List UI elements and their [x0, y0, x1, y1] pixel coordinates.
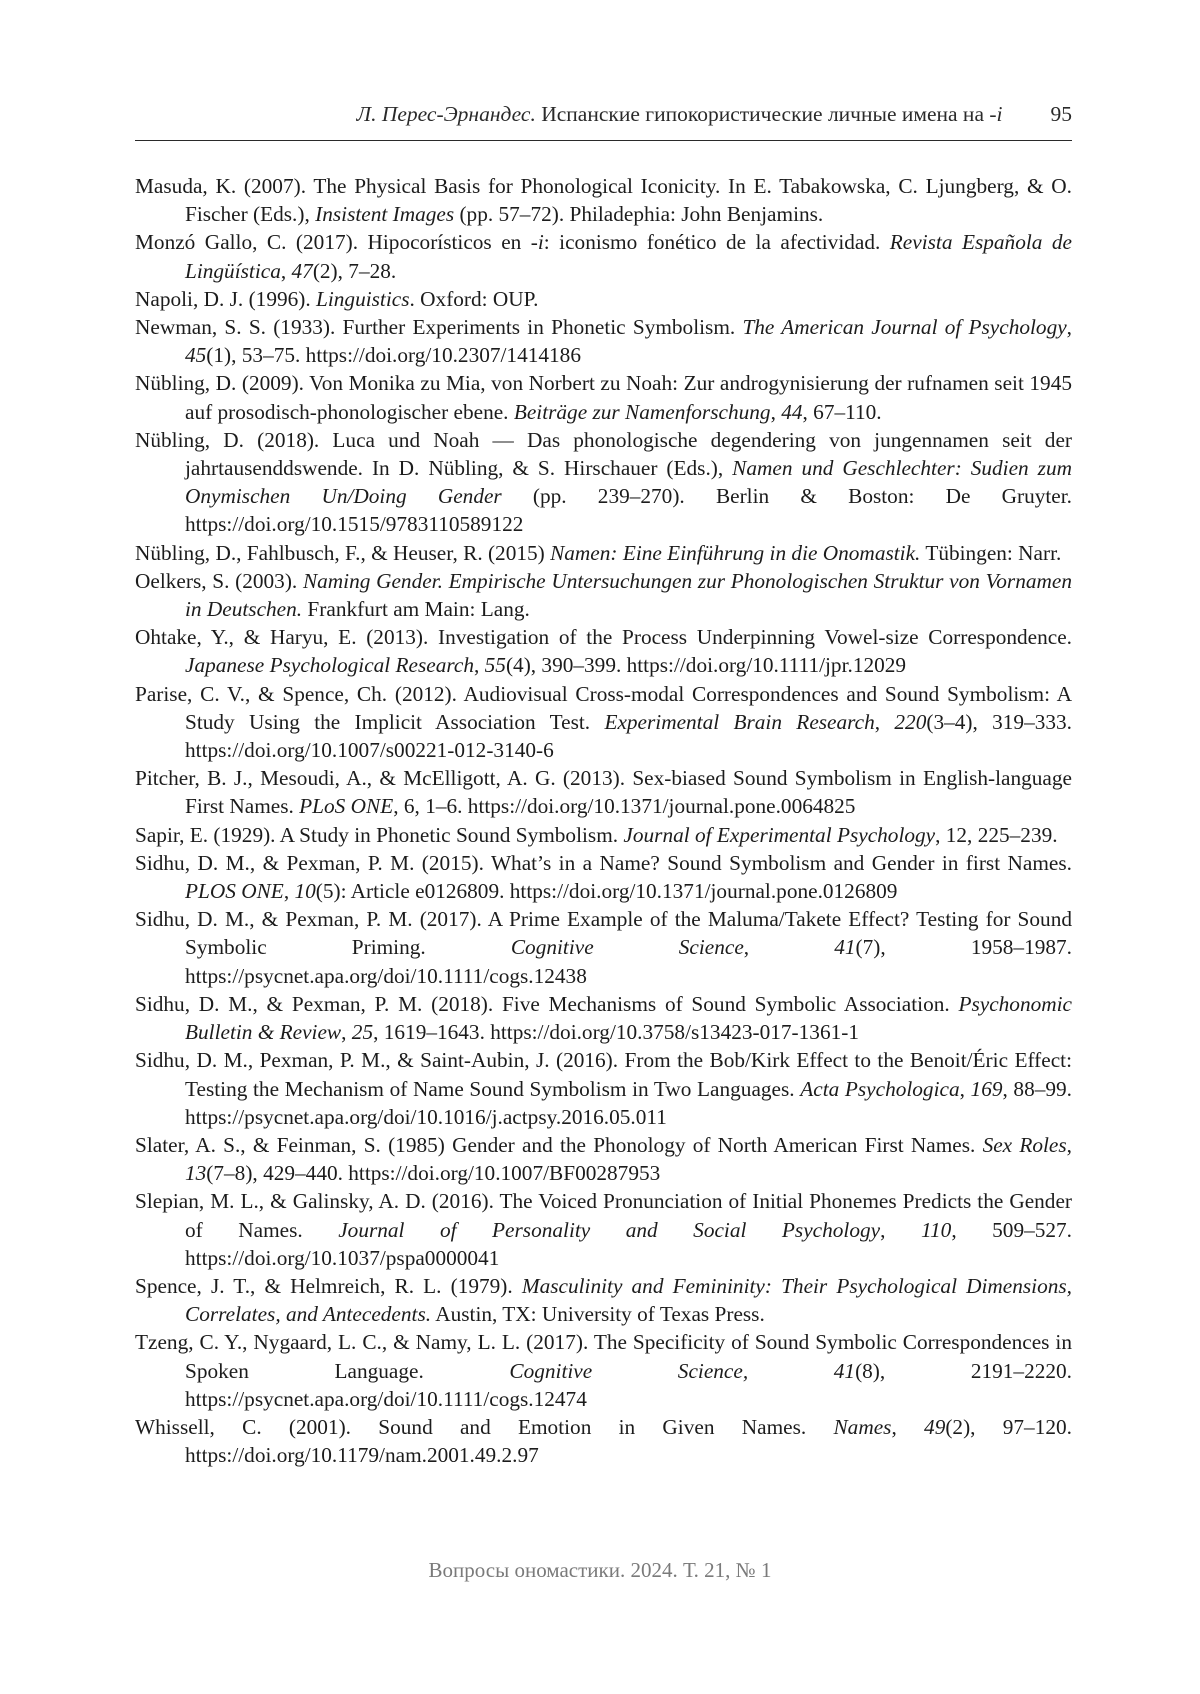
reference-entry: [135, 1328, 1072, 1413]
reference-italic-segment: 55: [484, 653, 506, 678]
reference-segment: ,: [1066, 1132, 1072, 1157]
reference-segment: Tübingen: Narr.: [920, 540, 1062, 565]
reference-italic-segment: 169: [970, 1076, 1003, 1101]
reference-entry: [135, 539, 1072, 567]
reference-entry: [135, 1046, 1072, 1131]
reference-segment: Napoli, D. J. (1996).: [135, 286, 317, 311]
reference-italic-segment: 25: [351, 1020, 374, 1045]
reference-segment: : iconismo fonético de la afectividad.: [543, 230, 890, 255]
reference-italic-segment: 45: [185, 343, 207, 368]
header-title: Испанские гипокористические личные имена на: [535, 102, 990, 126]
reference-segment: Sidhu, D. M., & Pexman, P. M. (2015). What’s in a Name? Sound Symbolism and Gender in first Names.: [135, 850, 1072, 875]
reference-entry: [135, 905, 1072, 990]
reference-italic-segment: Cognitive Science: [510, 935, 744, 960]
reference-segment: Nübling, D. (2018). Luca und Noah — Das phonologische degendering von jungennamen seit der jahrtausenddswende. In D. Nübling, & S. Hirschauer (Eds.),: [135, 427, 1072, 481]
reference-segment: ,: [474, 653, 485, 678]
reference-entry: [135, 567, 1072, 623]
reference-entry: [135, 623, 1072, 679]
reference-segment: (2), 97–120. https://doi.org/10.1179/nam.2001.49.2.97: [185, 1414, 1072, 1468]
reference-segment: ,: [341, 1020, 352, 1045]
reference-italic-segment: Masculinity and Femininity: Their Psychological Dimensions, Correlates, and Antecedents.: [185, 1273, 1073, 1327]
reference-segment: (4), 390–399. https://doi.org/10.1111/jpr.12029: [505, 653, 907, 678]
reference-italic-segment: Cognitive Science, 41: [509, 1358, 856, 1383]
reference-italic-segment: 49: [924, 1414, 946, 1439]
reference-entry: [135, 764, 1072, 820]
reference-segment: (7–8), 429–440. https://doi.org/10.1007/BF00287953: [206, 1161, 661, 1186]
reference-segment: ,: [1066, 315, 1072, 340]
reference-italic-segment: Japanese Psychological Research: [185, 653, 474, 678]
reference-segment: Sidhu, D. M., & Pexman, P. M. (2018). Five Mechanisms of Sound Symbolic Association.: [135, 991, 959, 1016]
reference-segment: , 1619–1643. https://doi.org/10.3758/s13423-017-1361-1: [373, 1020, 859, 1045]
reference-segment: Slepian, M. L., & Galinsky, A. D. (2016). The Voiced Pronunciation of Initial Phonemes Predicts the Gender of Names.: [135, 1189, 1072, 1242]
reference-segment: Sidhu, D. M., & Pexman, P. M. (2017). A Prime Example of the Maluma/Takete Effect? Testing for Sound Symbolic Priming.: [135, 907, 1072, 960]
reference-italic-segment: The American Journal of Psychology: [742, 315, 1067, 340]
reference-italic-segment: -i: [530, 230, 544, 255]
reference-italic-segment: Journal of Personality and Social Psychology: [338, 1217, 881, 1242]
reference-italic-segment: Namen und Geschlechter: Sudien zum Onymischen Un/Doing Gender: [185, 456, 1072, 509]
reference-entry: [135, 849, 1072, 905]
reference-entry: [135, 172, 1072, 228]
reference-segment: (pp. 57–72). Philadephia: John Benjamins.: [454, 202, 824, 227]
header-author: Л. Перес-Эрнандес.: [356, 102, 536, 126]
reference-segment: ,: [880, 1217, 921, 1242]
reference-italic-segment: Acta Psychologica: [800, 1076, 960, 1101]
reference-entry: [135, 1131, 1072, 1187]
reference-entry: [135, 313, 1072, 369]
reference-italic-segment: 10: [294, 879, 316, 904]
reference-segment: (2), 7–28.: [312, 258, 397, 283]
reference-italic-segment: Revista Española de Lingüística: [185, 230, 1072, 283]
reference-italic-segment: 47: [291, 258, 313, 283]
reference-italic-segment: Beiträge zur Namenforschung: [513, 399, 771, 424]
header-title-suffix: -i: [989, 102, 1003, 126]
reference-segment: Masuda, K. (2007). The Physical Basis for Phonological Iconicity. In E. Tabakowska, C. Ljungberg, & O. Fischer (Eds.),: [135, 174, 1072, 227]
reference-segment: (1), 53–75. https://doi.org/10.2307/1414186: [206, 343, 581, 368]
reference-entry: [135, 821, 1072, 849]
reference-italic-segment: Journal of Experimental Psychology: [623, 822, 936, 847]
reference-segment: , 88–99. https://psycnet.apa.org/doi/10.1016/j.actpsy.2016.05.011: [185, 1076, 1072, 1129]
reference-italic-segment: 41: [834, 935, 856, 960]
running-title: [357, 102, 1003, 127]
reference-entry: [135, 426, 1072, 539]
reference-segment: ,: [743, 935, 835, 960]
reference-entry: [135, 990, 1072, 1046]
reference-italic-segment: Naming Gender. Empirische Untersuchungen zur Phonologischen Struktur von Vornamen in Deutschen.: [185, 568, 1072, 622]
reference-segment: Spence, J. T., & Helmreich, R. L. (1979).: [135, 1273, 522, 1298]
reference-segment: Whissell, C. (2001). Sound and Emotion in Given Names.: [135, 1414, 834, 1439]
reference-segment: Sidhu, D. M., Pexman, P. M., & Saint-Aubin, J. (2016). From the Bob/Kirk Effect to the Benoit/Éric Effect: Testing the Mechanism of Name Sound Symbolism in Two Languages.: [135, 1048, 1072, 1101]
reference-segment: (8), 2191–2220. https://psycnet.apa.org/doi/10.1111/cogs.12474: [185, 1358, 1072, 1411]
reference-italic-segment: PLOS ONE: [185, 879, 284, 904]
reference-segment: ,: [891, 1414, 925, 1439]
reference-italic-segment: 44: [781, 399, 803, 424]
reference-italic-segment: Psychonomic Bulletin & Review: [185, 991, 1072, 1045]
reference-segment: Tzeng, C. Y., Nygaard, L. C., & Namy, L. L. (2017). The Specificity of Sound Symbolic Correspondences in Spoken Language.: [135, 1330, 1072, 1383]
reference-segment: ,: [280, 258, 292, 283]
reference-segment: (pp. 239–270). Berlin & Boston: De Gruyter. https://doi.org/10.1515/9783110589122: [185, 484, 1072, 537]
reference-segment: (3–4), 319–333. https://doi.org/10.1007/s00221-012-3140-6: [185, 709, 1072, 763]
reference-entry: [135, 1187, 1072, 1272]
reference-entry: [135, 680, 1072, 765]
page-number: 95: [1050, 102, 1072, 126]
reference-segment: Parise, C. V., & Spence, Ch. (2012). Audiovisual Cross-modal Correspondences and Sound Symbolism: A Study Using the Implicit Association Test.: [135, 681, 1072, 734]
reference-segment: Austin, TX: University of Texas Press.: [431, 1302, 765, 1327]
reference-segment: Oelkers, S. (2003).: [135, 568, 303, 593]
reference-segment: Sapir, E. (1929). A Study in Phonetic Sound Symbolism.: [135, 822, 624, 847]
reference-italic-segment: 13: [185, 1161, 207, 1186]
reference-segment: , 67–110.: [802, 399, 882, 424]
running-header: [135, 102, 1072, 127]
reference-segment: Frankfurt am Main: Lang.: [302, 597, 530, 622]
header-divider: [135, 140, 1072, 141]
reference-segment: Slater, A. S., & Feinman, S. (1985) Gender and the Phonology of North American First Names.: [135, 1132, 983, 1157]
reference-segment: (5): Article e0126809. https://doi.org/10.1371/journal.pone.0126809: [315, 879, 898, 904]
reference-list: [135, 172, 1072, 1469]
reference-segment: Pitcher, B. J., Mesoudi, A., & McElligott, A. G. (2013). Sex-biased Sound Symbolism in English-language First Names.: [135, 766, 1072, 819]
reference-segment: Newman, S. S. (1933). Further Experiments in Phonetic Symbolism.: [135, 315, 743, 340]
reference-segment: ,: [959, 1076, 971, 1101]
reference-entry: [135, 369, 1072, 425]
reference-entry: [135, 285, 1072, 313]
reference-italic-segment: 220: [894, 709, 927, 734]
reference-italic-segment: Names: [833, 1414, 892, 1439]
reference-segment: (7), 1958–1987. https://psycnet.apa.org/doi/10.1111/cogs.12438: [185, 935, 1072, 988]
reference-segment: ,: [874, 709, 895, 734]
reference-segment: Ohtake, Y., & Haryu, E. (2013). Investigation of the Process Underpinning Vowel-size Correspondence.: [135, 625, 1072, 650]
reference-segment: , 6, 1–6. https://doi.org/10.1371/journal.pone.0064825: [393, 794, 856, 819]
reference-segment: , 12, 225–239.: [935, 822, 1058, 847]
reference-segment: ,: [283, 879, 295, 904]
reference-entry: [135, 228, 1072, 284]
reference-italic-segment: Linguistics: [316, 286, 410, 311]
reference-segment: Nübling, D. (2009). Von Monika zu Mia, von Norbert zu Noah: Zur androgynisierung der rufnamen seit 1945 auf prosodisch-phonologischer ebene.: [135, 371, 1072, 424]
reference-entry: [135, 1413, 1072, 1469]
reference-segment: , 509–527. https://doi.org/10.1037/pspa0000041: [185, 1217, 1073, 1270]
reference-segment: . Oxford: OUP.: [409, 286, 539, 311]
reference-segment: Nübling, D., Fahlbusch, F., & Heuser, R. (2015): [135, 540, 551, 565]
journal-footer: Вопросы ономастики. 2024. Т. 21, № 1: [428, 1558, 772, 1582]
reference-italic-segment: 110: [920, 1217, 952, 1242]
reference-segment: ,: [770, 399, 782, 424]
reference-italic-segment: PLoS ONE: [299, 794, 394, 819]
reference-segment: Monzó Gallo, C. (2017). Hipocorísticos en: [135, 230, 531, 255]
reference-italic-segment: Experimental Brain Research: [604, 709, 875, 734]
reference-italic-segment: Namen: Eine Einführung in die Onomastik.: [550, 540, 921, 565]
reference-entry: [135, 1272, 1072, 1328]
reference-italic-segment: Sex Roles: [982, 1132, 1067, 1157]
reference-italic-segment: Insistent Images: [315, 202, 455, 227]
